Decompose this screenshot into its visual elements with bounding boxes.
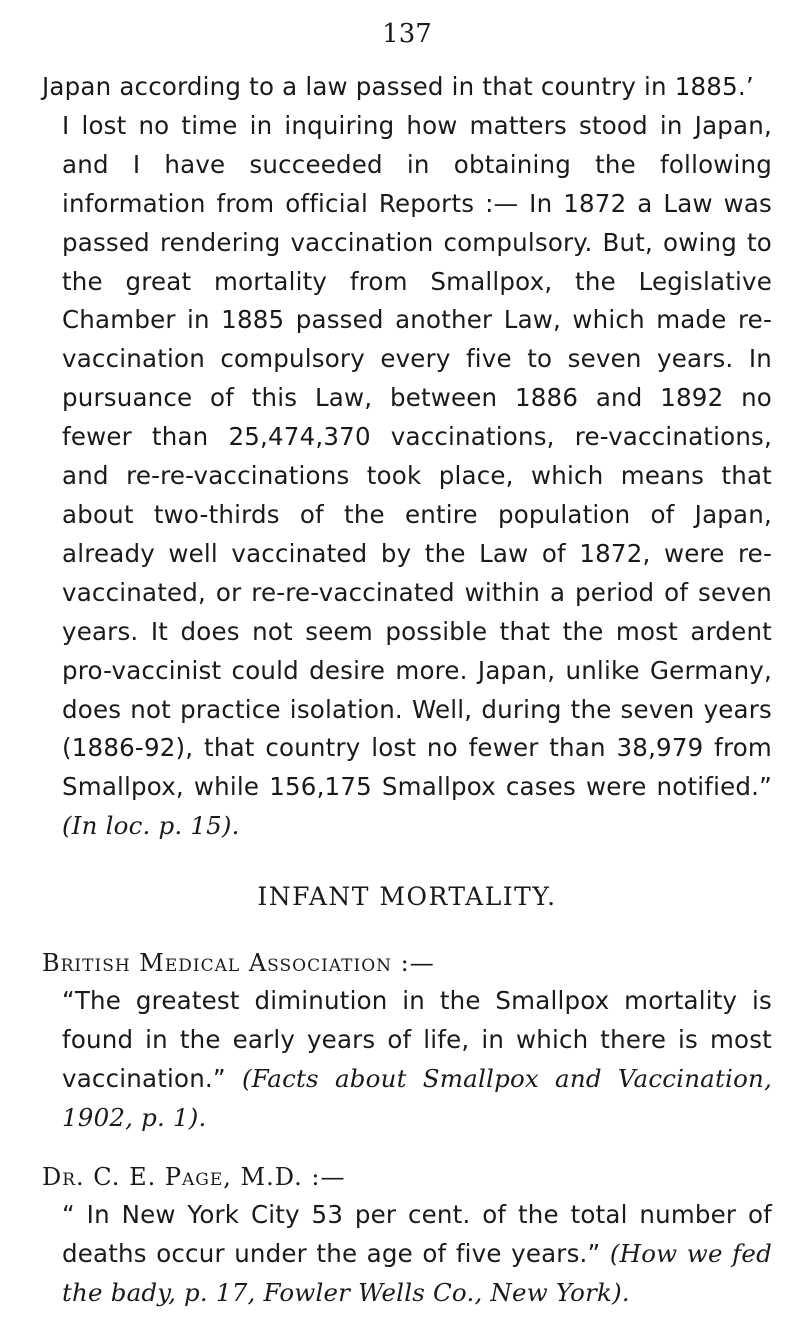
citation-bma: (Facts about Smallpox and Vaccination, 1902, p. 1). (62, 1063, 772, 1132)
document-page (42, 16, 772, 1312)
quote-page (42, 1196, 772, 1313)
paragraph-continuation: Japan according to a law passed in that country in 1885.’ (42, 72, 754, 101)
page-number: 137 (382, 19, 432, 49)
paragraph-japan-vaccination (42, 107, 772, 846)
source-label-page: Dr. C. E. Page, M.D. :— (42, 1162, 346, 1191)
section-heading-infant-mortality: INFANT MORTALITY. (257, 882, 557, 912)
source-label-bma: British Medical Association :— (42, 949, 435, 978)
quote-bma (42, 982, 772, 1138)
paragraph-japan-text: I lost no time in inquiring how matters stood in Japan, and I have succeeded in obtaining the following information from official Reports :— In 1872 a Law was passed rendering vaccination compulsory. But, owing to the great mortality from Smallpox, the Legislative Chamber in 1885 passed another Law, which made re-vaccination compulsory every five to seven years. In pursuance of this Law, between 1886 and 1892 no fewer than 25,474,370 vaccinations, re-vaccinations, and re-re-vaccinations took place, which means that about two-thirds of the entire population of Japan, already well vaccinated by the Law of 1872, were re-vaccinated, or re-re-vaccinated within a period of seven years. It does not seem possible that the most ardent pro-vaccinist could desire more. Japan, unlike Germany, does not practice isolation. Well, during the seven years (1886-92), that country lost no fewer than 38,979 from Smallpox, while 156,175 Smallpox cases were notified.” (62, 110, 772, 802)
quote-page-text: “ In New York City 53 per cent. of the total number of deaths occur under the age of five years.” (62, 1199, 772, 1268)
citation-page: (How we fed the bady, p. 17, Fowler Wells Co., New York). (62, 1238, 772, 1307)
citation-in-loc: (In loc. p. 15). (62, 811, 240, 841)
quote-bma-text: “The greatest diminution in the Smallpox mortality is found in the early years of life, in which there is most vaccination.” (62, 986, 772, 1093)
